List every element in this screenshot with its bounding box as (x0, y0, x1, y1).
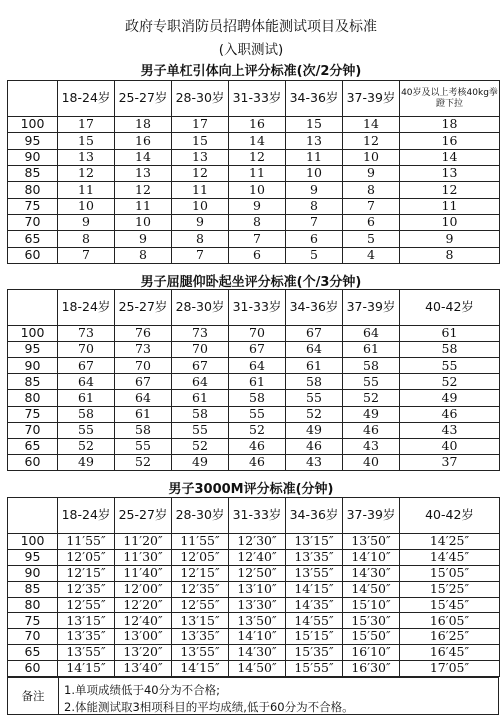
value-cell: 52 (343, 390, 400, 406)
value-cell: 52 (172, 438, 229, 454)
value-cell: 5 (286, 247, 343, 263)
table-row (8, 165, 500, 181)
value-cell: 7 (58, 247, 115, 263)
value-cell: 12 (343, 133, 400, 149)
value-cell: 8 (400, 247, 500, 263)
score-cell: 80 (8, 390, 58, 406)
table-row (8, 549, 500, 565)
value-cell: 70 (172, 342, 229, 358)
value-cell: 13′55″ (286, 565, 343, 581)
value-cell: 9 (286, 182, 343, 198)
value-cell: 15′15″ (286, 629, 343, 645)
age-group-header: 34-36岁 (286, 290, 343, 326)
value-cell: 13′20″ (115, 645, 172, 661)
value-cell: 13 (172, 149, 229, 165)
value-cell: 12′15″ (58, 565, 115, 581)
value-cell: 13′10″ (229, 581, 286, 597)
value-cell: 61 (229, 374, 286, 390)
value-cell: 55 (343, 374, 400, 390)
value-cell: 14′50″ (343, 581, 400, 597)
value-cell: 10 (229, 182, 286, 198)
value-cell: 49 (58, 454, 115, 470)
value-cell: 15′55″ (286, 661, 343, 677)
score-cell: 60 (8, 247, 58, 263)
value-cell: 8 (286, 198, 343, 214)
value-cell: 46 (400, 406, 500, 422)
value-cell: 15 (286, 117, 343, 133)
value-cell: 15′35″ (286, 645, 343, 661)
score-cell: 95 (8, 342, 58, 358)
score-cell: 65 (8, 231, 58, 247)
value-cell: 13 (286, 133, 343, 149)
value-cell: 13 (400, 165, 500, 181)
value-cell: 12′35″ (58, 581, 115, 597)
value-cell: 13′15″ (58, 613, 115, 629)
value-cell: 55 (58, 422, 115, 438)
age-group-header: 25-27岁 (115, 81, 172, 117)
age-group-header: 25-27岁 (115, 498, 172, 534)
value-cell: 49 (400, 390, 500, 406)
age-group-header: 34-36岁 (286, 498, 343, 534)
table-row (8, 231, 500, 247)
notes-label: 备注 (8, 678, 59, 714)
value-cell: 55 (115, 438, 172, 454)
value-cell: 9 (343, 165, 400, 181)
table-row (8, 390, 500, 406)
value-cell: 58 (172, 406, 229, 422)
value-cell: 11 (286, 149, 343, 165)
value-cell: 11′55″ (172, 534, 229, 550)
value-cell: 70 (115, 358, 172, 374)
value-cell: 67 (115, 374, 172, 390)
value-cell: 58 (400, 342, 500, 358)
age-group-header: 28-30岁 (172, 290, 229, 326)
value-cell: 52 (286, 406, 343, 422)
value-cell: 46 (229, 454, 286, 470)
value-cell: 6 (229, 247, 286, 263)
value-cell: 11 (400, 198, 500, 214)
value-cell: 8 (58, 231, 115, 247)
value-cell: 49 (286, 422, 343, 438)
value-cell: 52 (58, 438, 115, 454)
table-row (8, 422, 500, 438)
value-cell: 8 (115, 247, 172, 263)
value-cell: 43 (286, 454, 343, 470)
value-cell: 14′15″ (286, 581, 343, 597)
value-cell: 12′40″ (229, 549, 286, 565)
value-cell: 14′10″ (343, 549, 400, 565)
age-group-header: 37-39岁 (343, 81, 400, 117)
table-row (8, 534, 500, 550)
table-row (8, 374, 500, 390)
value-cell: 49 (343, 406, 400, 422)
value-cell: 5 (343, 231, 400, 247)
value-cell: 4 (343, 247, 400, 263)
value-cell: 7 (286, 214, 343, 230)
score-cell: 65 (8, 438, 58, 454)
value-cell: 16′30″ (343, 661, 400, 677)
score-cell: 75 (8, 613, 58, 629)
value-cell: 15′50″ (343, 629, 400, 645)
value-cell: 12 (400, 182, 500, 198)
value-cell: 52 (229, 422, 286, 438)
value-cell: 16 (229, 117, 286, 133)
value-cell: 13 (58, 149, 115, 165)
value-cell: 37 (400, 454, 500, 470)
value-cell: 15′10″ (343, 597, 400, 613)
age-group-header: 37-39岁 (343, 498, 400, 534)
value-cell: 67 (286, 326, 343, 342)
table-row (8, 438, 500, 454)
score-cell: 100 (8, 326, 58, 342)
value-cell: 64 (286, 342, 343, 358)
value-cell: 61 (115, 406, 172, 422)
score-cell: 70 (8, 214, 58, 230)
value-cell: 11′20″ (115, 534, 172, 550)
age-group-header: 31-33岁 (229, 498, 286, 534)
value-cell: 46 (229, 438, 286, 454)
value-cell: 61 (58, 390, 115, 406)
value-cell: 17 (58, 117, 115, 133)
value-cell: 11 (172, 182, 229, 198)
score-cell: 80 (8, 182, 58, 198)
value-cell: 14′15″ (58, 661, 115, 677)
value-cell: 70 (229, 326, 286, 342)
age-group-header: 18-24岁 (58, 290, 115, 326)
value-cell: 13′35″ (172, 629, 229, 645)
score-cell: 80 (8, 597, 58, 613)
score-cell: 85 (8, 581, 58, 597)
value-cell: 15′30″ (343, 613, 400, 629)
table-row (8, 117, 500, 133)
value-cell: 16 (115, 133, 172, 149)
corner-cell (8, 498, 58, 534)
value-cell: 13′50″ (343, 534, 400, 550)
value-cell: 70 (58, 342, 115, 358)
value-cell: 10 (172, 198, 229, 214)
header-row (8, 498, 500, 534)
value-cell: 11′40″ (115, 565, 172, 581)
score-cell: 75 (8, 406, 58, 422)
value-cell: 58 (343, 358, 400, 374)
score-cell: 75 (8, 198, 58, 214)
value-cell: 61 (400, 326, 500, 342)
value-cell: 52 (400, 374, 500, 390)
value-cell: 10 (286, 165, 343, 181)
value-cell: 16′10″ (343, 645, 400, 661)
value-cell: 13 (115, 165, 172, 181)
value-cell: 64 (229, 358, 286, 374)
note-line-1: 1.单项成绩低于40分为不合格; (64, 683, 220, 697)
value-cell: 16′25″ (400, 629, 500, 645)
age-group-header: 18-24岁 (58, 81, 115, 117)
value-cell: 14′35″ (286, 597, 343, 613)
value-cell: 13′50″ (229, 613, 286, 629)
table-row (8, 629, 500, 645)
value-cell: 14′30″ (343, 565, 400, 581)
table-row (8, 581, 500, 597)
value-cell: 64 (343, 326, 400, 342)
age-group-header: 40岁及以上考核40kg拳蹬下拉 (400, 81, 500, 117)
age-group-header: 40-42岁 (400, 290, 500, 326)
table-row (8, 406, 500, 422)
age-group-header: 25-27岁 (115, 290, 172, 326)
score-cell: 100 (8, 117, 58, 133)
situp-table (7, 289, 500, 471)
table-row (8, 661, 500, 677)
value-cell: 9 (229, 198, 286, 214)
table-row (8, 613, 500, 629)
value-cell: 11 (229, 165, 286, 181)
table-row (8, 326, 500, 342)
value-cell: 10 (400, 214, 500, 230)
value-cell: 12′35″ (172, 581, 229, 597)
score-cell: 65 (8, 645, 58, 661)
table-row (8, 198, 500, 214)
value-cell: 18 (400, 117, 500, 133)
score-cell: 90 (8, 358, 58, 374)
score-cell: 70 (8, 422, 58, 438)
value-cell: 9 (115, 231, 172, 247)
age-group-header: 40-42岁 (400, 498, 500, 534)
value-cell: 55 (286, 390, 343, 406)
value-cell: 12′55″ (58, 597, 115, 613)
value-cell: 13′35″ (58, 629, 115, 645)
document-title: 政府专职消防员招聘体能测试项目及标准 (125, 19, 377, 35)
value-cell: 12 (172, 165, 229, 181)
value-cell: 13′55″ (172, 645, 229, 661)
pullup-table (7, 80, 500, 264)
value-cell: 14 (400, 149, 500, 165)
value-cell: 13′00″ (115, 629, 172, 645)
value-cell: 64 (58, 374, 115, 390)
value-cell: 13′40″ (115, 661, 172, 677)
value-cell: 9 (400, 231, 500, 247)
value-cell: 14 (115, 149, 172, 165)
table-row (8, 597, 500, 613)
score-cell: 95 (8, 133, 58, 149)
value-cell: 14′10″ (229, 629, 286, 645)
value-cell: 18 (115, 117, 172, 133)
value-cell: 12′05″ (172, 549, 229, 565)
value-cell: 14′50″ (229, 661, 286, 677)
value-cell: 64 (172, 374, 229, 390)
value-cell: 55 (400, 358, 500, 374)
value-cell: 13′15″ (286, 534, 343, 550)
value-cell: 14 (229, 133, 286, 149)
note-line-2: 2.体能测试取3相项科目的平均成绩,低于60分为不合格。 (64, 700, 354, 714)
value-cell: 11 (115, 198, 172, 214)
age-group-header: 31-33岁 (229, 290, 286, 326)
value-cell: 49 (172, 454, 229, 470)
value-cell: 12′15″ (172, 565, 229, 581)
score-cell: 90 (8, 565, 58, 581)
value-cell: 12′50″ (229, 565, 286, 581)
value-cell: 17 (172, 117, 229, 133)
value-cell: 12′05″ (58, 549, 115, 565)
value-cell: 58 (58, 406, 115, 422)
value-cell: 6 (286, 231, 343, 247)
situp-section-title: 男子屈腿仰卧起坐评分标准(个/3分钟) (140, 275, 362, 290)
score-cell: 95 (8, 549, 58, 565)
score-cell: 60 (8, 454, 58, 470)
age-group-header: 31-33岁 (229, 81, 286, 117)
age-group-header: 37-39岁 (343, 290, 400, 326)
value-cell: 58 (286, 374, 343, 390)
value-cell: 17′05″ (400, 661, 500, 677)
value-cell: 73 (115, 342, 172, 358)
value-cell: 9 (58, 214, 115, 230)
score-cell: 60 (8, 661, 58, 677)
value-cell: 16 (400, 133, 500, 149)
value-cell: 46 (286, 438, 343, 454)
table-row (8, 454, 500, 470)
value-cell: 14 (343, 117, 400, 133)
value-cell: 58 (229, 390, 286, 406)
score-cell: 85 (8, 374, 58, 390)
score-cell: 100 (8, 534, 58, 550)
value-cell: 13′55″ (58, 645, 115, 661)
value-cell: 67 (58, 358, 115, 374)
notes-box (7, 677, 499, 715)
value-cell: 14′15″ (172, 661, 229, 677)
header-row (8, 290, 500, 326)
table-row (8, 214, 500, 230)
value-cell: 15′45″ (400, 597, 500, 613)
value-cell: 8 (172, 231, 229, 247)
value-cell: 12′40″ (115, 613, 172, 629)
value-cell: 12′20″ (115, 597, 172, 613)
value-cell: 10 (343, 149, 400, 165)
value-cell: 9 (172, 214, 229, 230)
value-cell: 14′55″ (286, 613, 343, 629)
document-subtitle: (入职测试) (218, 42, 284, 58)
value-cell: 10 (115, 214, 172, 230)
value-cell: 40 (400, 438, 500, 454)
value-cell: 7 (343, 198, 400, 214)
value-cell: 12′30″ (229, 534, 286, 550)
value-cell: 64 (115, 390, 172, 406)
pullup-section-title: 男子单杠引体向上评分标准(次/2分钟) (140, 64, 362, 79)
age-group-header: 28-30岁 (172, 81, 229, 117)
value-cell: 55 (172, 422, 229, 438)
value-cell: 12′00″ (115, 581, 172, 597)
value-cell: 13′30″ (229, 597, 286, 613)
value-cell: 52 (115, 454, 172, 470)
table-row (8, 565, 500, 581)
value-cell: 76 (115, 326, 172, 342)
table-row (8, 645, 500, 661)
value-cell: 12 (115, 182, 172, 198)
age-group-header: 28-30岁 (172, 498, 229, 534)
value-cell: 46 (343, 422, 400, 438)
value-cell: 12 (58, 165, 115, 181)
value-cell: 43 (343, 438, 400, 454)
value-cell: 11′55″ (58, 534, 115, 550)
value-cell: 13′15″ (172, 613, 229, 629)
corner-cell (8, 81, 58, 117)
value-cell: 12′55″ (172, 597, 229, 613)
value-cell: 14′25″ (400, 534, 500, 550)
table-row (8, 133, 500, 149)
score-cell: 90 (8, 149, 58, 165)
header-row (8, 81, 500, 117)
value-cell: 67 (229, 342, 286, 358)
value-cell: 14′45″ (400, 549, 500, 565)
value-cell: 15′05″ (400, 565, 500, 581)
value-cell: 11′30″ (115, 549, 172, 565)
score-cell: 70 (8, 629, 58, 645)
value-cell: 10 (58, 198, 115, 214)
value-cell: 8 (229, 214, 286, 230)
run3000-section-title: 男子3000M评分标准(分钟) (168, 482, 334, 497)
table-row (8, 247, 500, 263)
score-cell: 85 (8, 165, 58, 181)
value-cell: 14′30″ (229, 645, 286, 661)
table-row (8, 342, 500, 358)
value-cell: 11 (58, 182, 115, 198)
value-cell: 15 (172, 133, 229, 149)
value-cell: 67 (172, 358, 229, 374)
value-cell: 7 (172, 247, 229, 263)
value-cell: 12 (229, 149, 286, 165)
value-cell: 61 (343, 342, 400, 358)
value-cell: 13′35″ (286, 549, 343, 565)
table-row (8, 182, 500, 198)
value-cell: 43 (400, 422, 500, 438)
value-cell: 73 (58, 326, 115, 342)
age-group-header: 34-36岁 (286, 81, 343, 117)
value-cell: 16′45″ (400, 645, 500, 661)
value-cell: 61 (172, 390, 229, 406)
value-cell: 55 (229, 406, 286, 422)
value-cell: 6 (343, 214, 400, 230)
value-cell: 58 (115, 422, 172, 438)
value-cell: 15 (58, 133, 115, 149)
corner-cell (8, 290, 58, 326)
value-cell: 40 (343, 454, 400, 470)
age-group-header: 18-24岁 (58, 498, 115, 534)
value-cell: 7 (229, 231, 286, 247)
table-row (8, 358, 500, 374)
value-cell: 15′25″ (400, 581, 500, 597)
value-cell: 8 (343, 182, 400, 198)
value-cell: 16′05″ (400, 613, 500, 629)
table-row (8, 149, 500, 165)
value-cell: 61 (286, 358, 343, 374)
run3000-table (7, 497, 500, 677)
value-cell: 73 (172, 326, 229, 342)
